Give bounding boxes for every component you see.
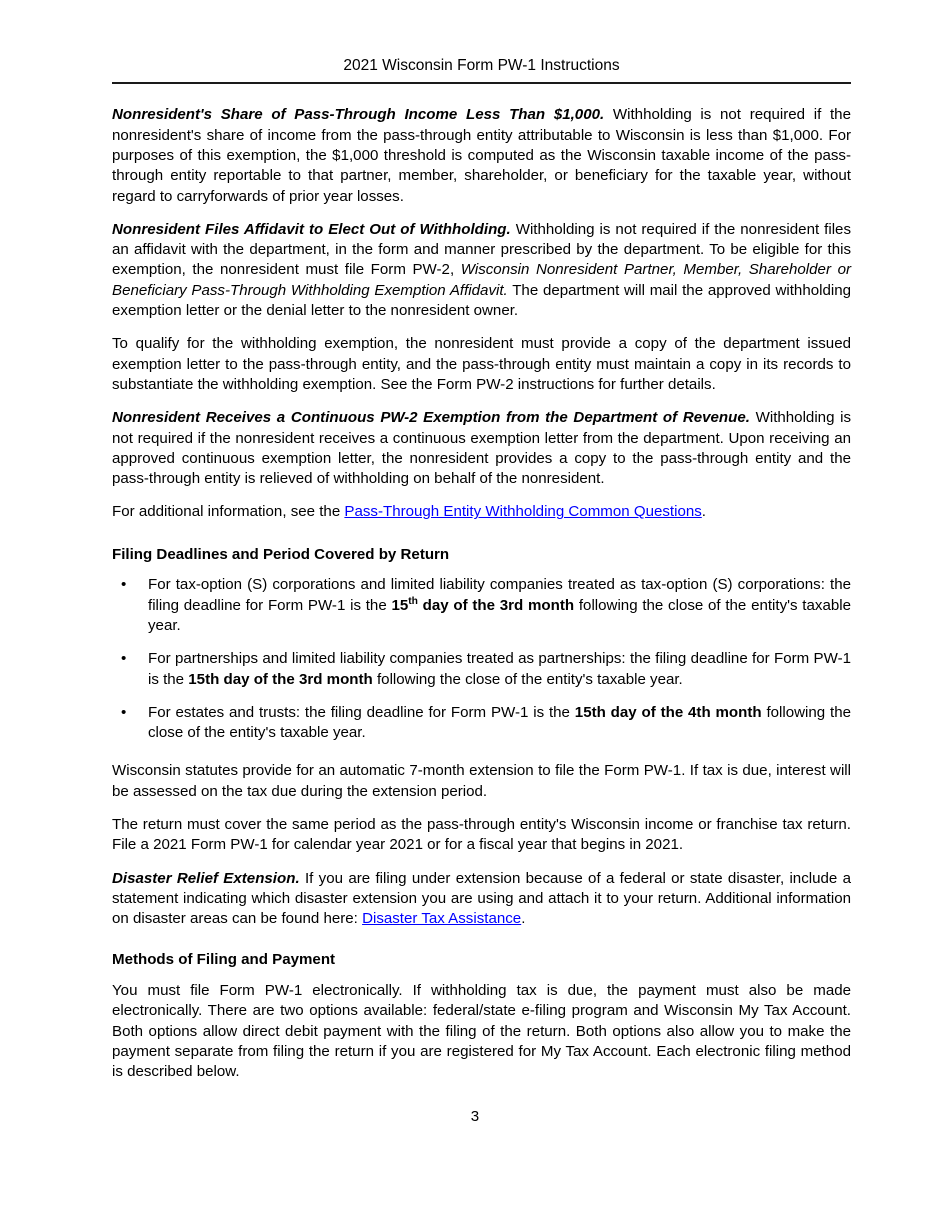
paragraph-body: Wisconsin statutes provide for an automatic 7-month extension to file the Form PW-1. If tax is due, interest will be assessed on the tax due during the extension period. (112, 762, 851, 800)
list-item-bold-b: day of the 3rd month (417, 596, 575, 614)
list-item-text-a: For partnerships and limited liability companies treated as partnerships: the filing deadline for Form PW-1 is the (148, 650, 851, 688)
page-header (112, 0, 851, 75)
list-item-text-b: following the close of the entity's taxable year. (148, 703, 851, 742)
link-pass-through-entity-withholding-common-questions[interactable]: Pass-Through Entity Withholding Common Questions (344, 503, 702, 521)
paragraph-additional-information (112, 502, 851, 522)
paragraph-body: Withholding is not required if the nonresident's share of income from the pass-through entity attributable to Wisconsin is less than $1,000. For purposes of this exemption, the $1,000 threshold is computed as the Wisconsin taxable income of the pass-through entity reportable to that partner, member, shareholder, or beneficiary for the taxable year, without regard to carryforwards of prior year losses. (112, 106, 851, 205)
paragraph-body-part-a: If you are filing under extension because of a federal or state disaster, include a statement indicating which disaster extension you are using and attach it to your return. Additional information on disaster areas can be found here: (112, 869, 851, 928)
list-item-text-a: For tax-option (S) corporations and limited liability companies treated as tax-option (S) corporations: the filing deadline for Form PW-1 is the (148, 576, 851, 614)
paragraph-body-part-b: The department will mail the approved withholding exemption letter or the denial letter to the nonresident owner. (112, 281, 851, 320)
bullet-point-icon: • (121, 703, 127, 721)
list-item (112, 575, 851, 636)
paragraph-affidavit-elect-out (112, 220, 851, 321)
page-number: 3 (470, 1108, 480, 1125)
header-divider-rule (112, 82, 851, 84)
paragraph-return-period (112, 815, 851, 856)
ordinal-superscript: th (408, 595, 418, 607)
paragraph-qualify-for-exemption (112, 334, 851, 395)
list-item-bold-a: 15th day of the 4th month (574, 703, 762, 721)
paragraph-electronic-filing-methods (112, 981, 851, 1082)
paragraph-disaster-relief-extension (112, 869, 851, 930)
list-item-bold-a: 15 (391, 596, 409, 614)
list-item (112, 649, 851, 690)
list-item-text-a: For estates and trusts: the filing deadline for Form PW-1 is the (148, 703, 575, 721)
paragraph-body: Withholding is not required if the nonresident receives a continuous exemption letter from the department. Upon receiving an approved continuous exemption letter, the nonresident provides a copy to the pass-through entity and the pass-through entity is relieved of withholding on behalf of the nonresident. (112, 409, 852, 488)
paragraph-body-part-a: Withholding is not required if the nonresident files an affidavit with the department, in the form and manner prescribed by the department. To be eligible for this exemption, the nonresident must file Form PW-2, (112, 220, 851, 279)
heading-filing-deadlines: Filing Deadlines and Period Covered by Return (112, 545, 450, 563)
paragraph-automatic-extension (112, 761, 851, 802)
paragraph-lead-in: Nonresident Files Affidavit to Elect Out of Withholding. (112, 220, 511, 238)
list-item (112, 703, 851, 744)
bullet-point-icon: • (121, 650, 127, 668)
paragraph-continuous-pw2-exemption (112, 408, 851, 489)
paragraph-body-part-b: . (701, 503, 706, 521)
list-item-bold-a: 15th day of the 3rd month (188, 670, 373, 688)
form-pw2-title-italic: Wisconsin Nonresident Partner, Member, Shareholder or Beneficiary Pass-Through Withholding Exemption Affidavit. (112, 261, 851, 299)
paragraph-income-less-than-1000 (112, 105, 851, 206)
page-content (112, 0, 851, 1096)
bullet-point-icon: • (121, 576, 127, 594)
header-title: 2021 Wisconsin Form PW-1 Instructions (343, 57, 620, 74)
paragraph-body-part-b: . (521, 910, 526, 928)
paragraph-body: You must file Form PW-1 electronically. If withholding tax is due, the payment must also be made electronically. There are two options available: federal/state e-filing program and Wisconsin My Tax Account. Both options allow direct debit payment with the filing of the return. Both options also allow you to make the payment separate from filing the return if you are registered for My Tax Account. Each electronic filing method is described below. (112, 982, 851, 1081)
paragraph-lead-in: Nonresident's Share of Pass-Through Income Less Than $1,000. (112, 106, 605, 124)
link-disaster-tax-assistance[interactable]: Disaster Tax Assistance (362, 910, 522, 928)
paragraph-lead-in: Nonresident Receives a Continuous PW-2 Exemption from the Department of Revenue. (112, 409, 750, 427)
paragraph-body-part-a: For additional information, see the (112, 503, 345, 521)
list-item-text-b: following the close of the entity's taxable year. (148, 596, 851, 634)
list-item-text-b: following the close of the entity's taxable year. (372, 670, 683, 688)
filing-deadlines-bullet-list (112, 575, 851, 743)
paragraph-body: To qualify for the withholding exemption, the nonresident must provide a copy of the department issued exemption letter to the pass-through entity, and the pass-through entity must maintain a copy in its records to substantiate the withholding exemption. See the Form PW-2 instructions for further details. (112, 335, 851, 393)
paragraph-lead-in: Disaster Relief Extension. (112, 869, 300, 887)
paragraph-body: The return must cover the same period as the pass-through entity's Wisconsin income or franchise tax return. File a 2021 Form PW-1 for calendar year 2021 or for a fiscal year that begins in 2021. (112, 816, 851, 854)
heading-methods-of-filing-and-payment: Methods of Filing and Payment (112, 951, 336, 969)
